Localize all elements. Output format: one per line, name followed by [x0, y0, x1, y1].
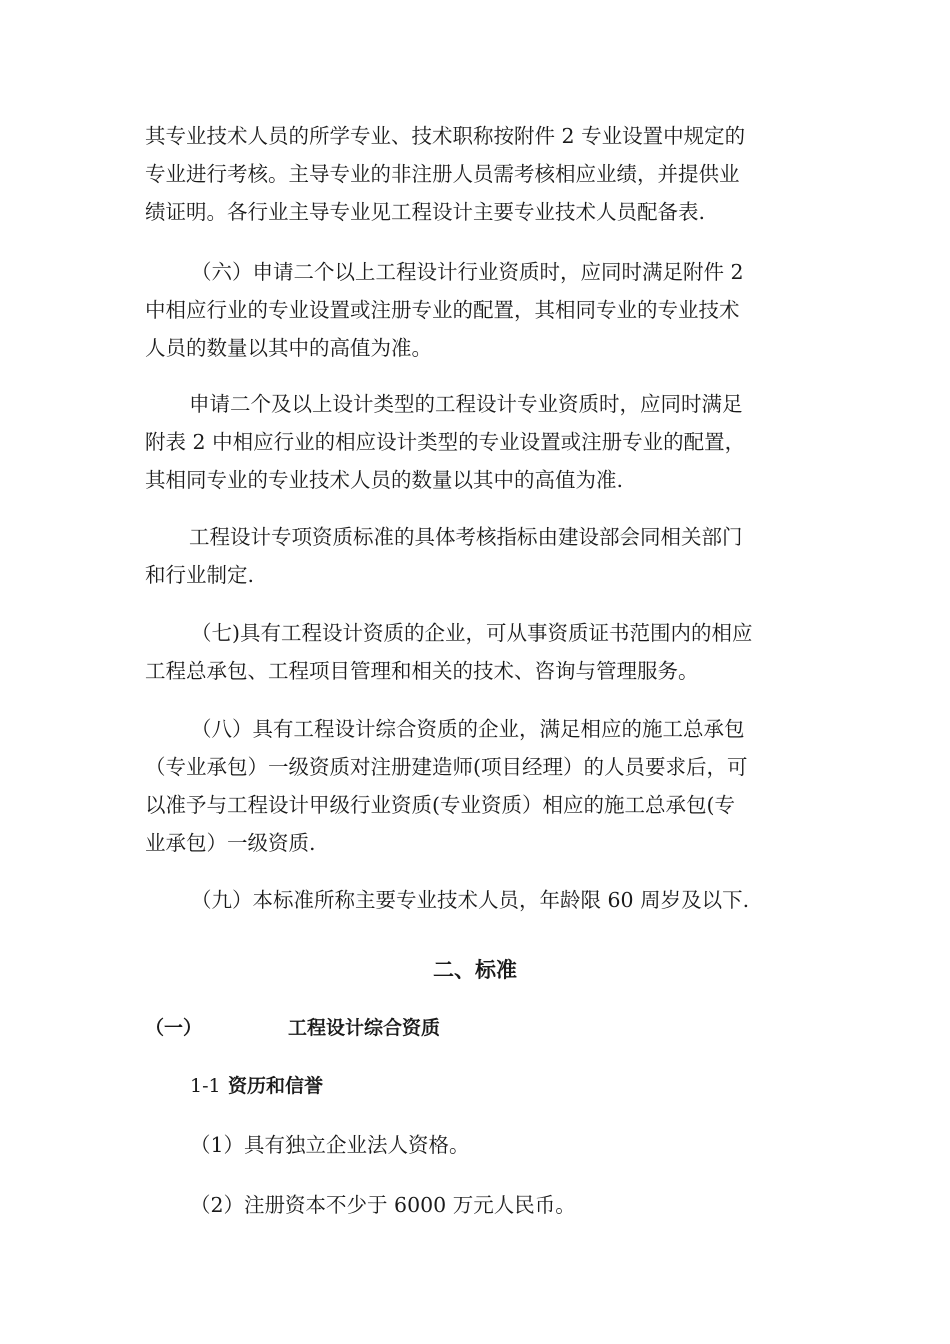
- text-line: 绩证明。各行业主导专业见工程设计主要专业技术人员配备表.: [145, 200, 706, 224]
- text-line: 业承包）一级资质.: [145, 831, 316, 855]
- text-line: （八）具有工程设计综合资质的企业，满足相应的施工总承包: [191, 717, 745, 741]
- text-line: 以准予与工程设计甲级行业资质(专业资质）相应的施工总承包(专: [145, 793, 735, 817]
- text-line: 工程总承包、工程项目管理和相关的技术、咨询与管理服务。: [145, 659, 699, 683]
- text-line: （九）本标准所称主要专业技术人员，年龄限 60 周岁及以下.: [191, 888, 750, 912]
- paragraph-1: [145, 117, 810, 231]
- paragraph-3: [145, 385, 810, 499]
- text-line: 中相应行业的专业设置或注册专业的配置，其相同专业的专业技术: [145, 298, 740, 322]
- text-line: 和行业制定.: [145, 563, 255, 587]
- paragraph-2: [145, 253, 810, 367]
- paragraph-6: [145, 710, 810, 862]
- text-line: （专业承包）一级资质对注册建造师(项目经理）的人员要求后，可: [145, 755, 748, 779]
- list-item: （1）具有独立企业法人资格。: [190, 1133, 470, 1157]
- item-heading-title: 资历和信誉: [228, 1075, 324, 1097]
- subsection-number: （一）: [145, 1017, 203, 1039]
- text-line: 附表 2 中相应行业的相应设计类型的专业设置或注册专业的配置，: [145, 430, 746, 454]
- item-heading-number: 1-1: [190, 1075, 221, 1097]
- paragraph-5: [145, 614, 810, 690]
- text-line: 其专业技术人员的所学专业、技术职称按附件 2 专业设置中规定的: [145, 124, 746, 148]
- text-line: （七)具有工程设计资质的企业，可从事资质证书范围内的相应: [191, 621, 753, 645]
- subsection-title: 工程设计综合资质: [288, 1017, 441, 1039]
- list-item: （2）注册资本不少于 6000 万元人民币。: [190, 1193, 576, 1217]
- section-title: 二、标准: [433, 958, 517, 982]
- text-line: 工程设计专项资质标准的具体考核指标由建设部会同相关部门: [189, 525, 743, 549]
- text-line: （六）申请二个以上工程设计行业资质时，应同时满足附件 2: [191, 260, 744, 284]
- paragraph-7: [145, 881, 810, 919]
- text-line: 专业进行考核。主导专业的非注册人员需考核相应业绩，并提供业: [145, 162, 740, 186]
- text-line: 人员的数量以其中的高值为准。: [145, 336, 432, 360]
- text-line: 申请二个及以上设计类型的工程设计专业资质时，应同时满足: [189, 392, 743, 416]
- text-line: 其相同专业的专业技术人员的数量以其中的高值为准.: [145, 468, 624, 492]
- paragraph-4: [145, 518, 810, 594]
